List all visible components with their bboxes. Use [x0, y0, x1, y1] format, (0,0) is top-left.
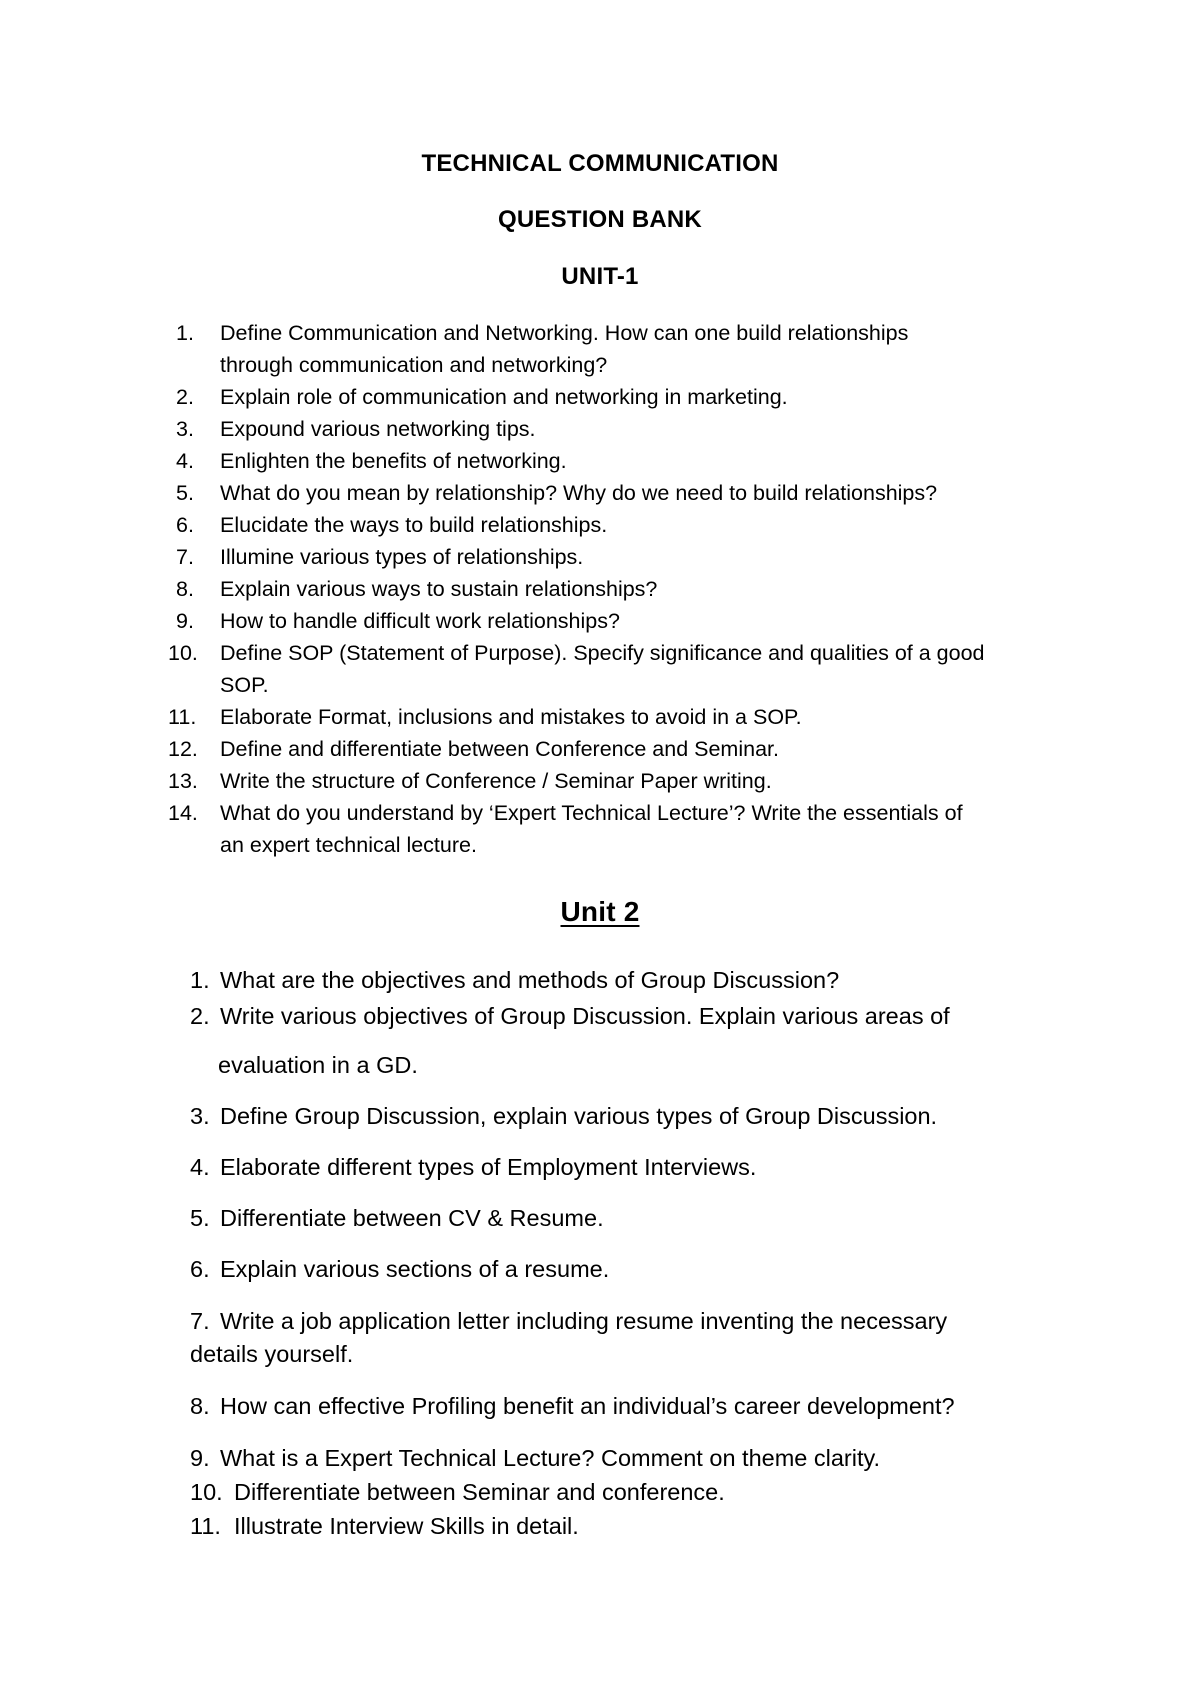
question-text: Explain various sections of a resume. — [220, 1256, 610, 1282]
question-number: 5. — [190, 1205, 210, 1231]
question-text-continuation: details yourself. — [190, 1341, 354, 1367]
question-text: Illumine various types of relationships. — [220, 545, 584, 569]
question-text: Explain role of communication and networking in marketing. — [220, 385, 788, 409]
unit2-heading: Unit 2 — [560, 896, 640, 927]
question-text: What is a Expert Technical Lecture? Comment on theme clarity. — [220, 1445, 881, 1471]
question-text: How to handle difficult work relationships? — [220, 609, 620, 633]
question-text: Elaborate different types of Employment Interviews. — [220, 1154, 757, 1180]
question-number: 2. — [176, 385, 194, 409]
question-number: 10. — [190, 1479, 223, 1505]
question-text: How can effective Profiling benefit an individual’s career development? — [220, 1393, 955, 1419]
question-number: 8. — [176, 577, 194, 601]
question-number: 5. — [176, 481, 194, 505]
question-text: Define Group Discussion, explain various types of Group Discussion. — [220, 1103, 938, 1129]
question-number: 11. — [168, 705, 197, 729]
question-text: Explain various ways to sustain relationships? — [220, 577, 658, 601]
question-number: 11. — [190, 1513, 221, 1539]
question-text: Expound various networking tips. — [220, 417, 536, 441]
question-number: 10. — [168, 641, 198, 665]
question-text-continuation: through communication and networking? — [220, 353, 608, 377]
question-text: Differentiate between Seminar and conference. — [234, 1479, 725, 1505]
question-text: Illustrate Interview Skills in detail. — [234, 1513, 579, 1539]
question-text: Define SOP (Statement of Purpose). Specify significance and qualities of a good — [220, 641, 985, 665]
question-text-continuation: evaluation in a GD. — [218, 1052, 418, 1078]
question-number: 6. — [190, 1256, 210, 1282]
question-number: 9. — [190, 1445, 210, 1471]
question-text: Write a job application letter including resume inventing the necessary — [220, 1308, 948, 1334]
question-text: Elucidate the ways to build relationships. — [220, 513, 608, 537]
question-number: 6. — [176, 513, 194, 537]
question-number: 7. — [190, 1308, 210, 1334]
question-text: Enlighten the benefits of networking. — [220, 449, 567, 473]
question-number: 3. — [176, 417, 194, 441]
unit1-heading: UNIT-1 — [561, 263, 639, 290]
document-subtitle: QUESTION BANK — [498, 206, 702, 233]
question-number: 3. — [190, 1103, 210, 1129]
question-number: 7. — [176, 545, 194, 569]
question-text: Differentiate between CV & Resume. — [220, 1205, 604, 1231]
question-text: Elaborate Format, inclusions and mistakes to avoid in a SOP. — [220, 705, 802, 729]
question-number: 4. — [190, 1154, 210, 1180]
question-text: What do you understand by ‘Expert Technical Lecture’? Write the essentials of — [220, 801, 963, 825]
question-number: 12. — [168, 737, 198, 761]
question-number: 1. — [190, 967, 210, 993]
question-text: What do you mean by relationship? Why do we need to build relationships? — [220, 481, 938, 505]
question-text-continuation: SOP. — [220, 673, 269, 697]
question-number: 14. — [168, 801, 198, 825]
question-text: Write various objectives of Group Discussion. Explain various areas of — [220, 1003, 950, 1029]
question-number: 13. — [168, 769, 198, 793]
question-number: 1. — [176, 321, 194, 345]
document-title: TECHNICAL COMMUNICATION — [421, 150, 779, 177]
question-text: Define and differentiate between Conference and Seminar. — [220, 737, 779, 761]
question-number: 4. — [176, 449, 194, 473]
question-text-continuation: an expert technical lecture. — [220, 833, 477, 857]
question-text: Define Communication and Networking. How can one build relationships — [220, 321, 909, 345]
question-number: 8. — [190, 1393, 210, 1419]
question-text: Write the structure of Conference / Seminar Paper writing. — [220, 769, 772, 793]
question-number: 2. — [190, 1003, 210, 1029]
question-text: What are the objectives and methods of Group Discussion? — [220, 967, 840, 993]
question-number: 9. — [176, 609, 194, 633]
